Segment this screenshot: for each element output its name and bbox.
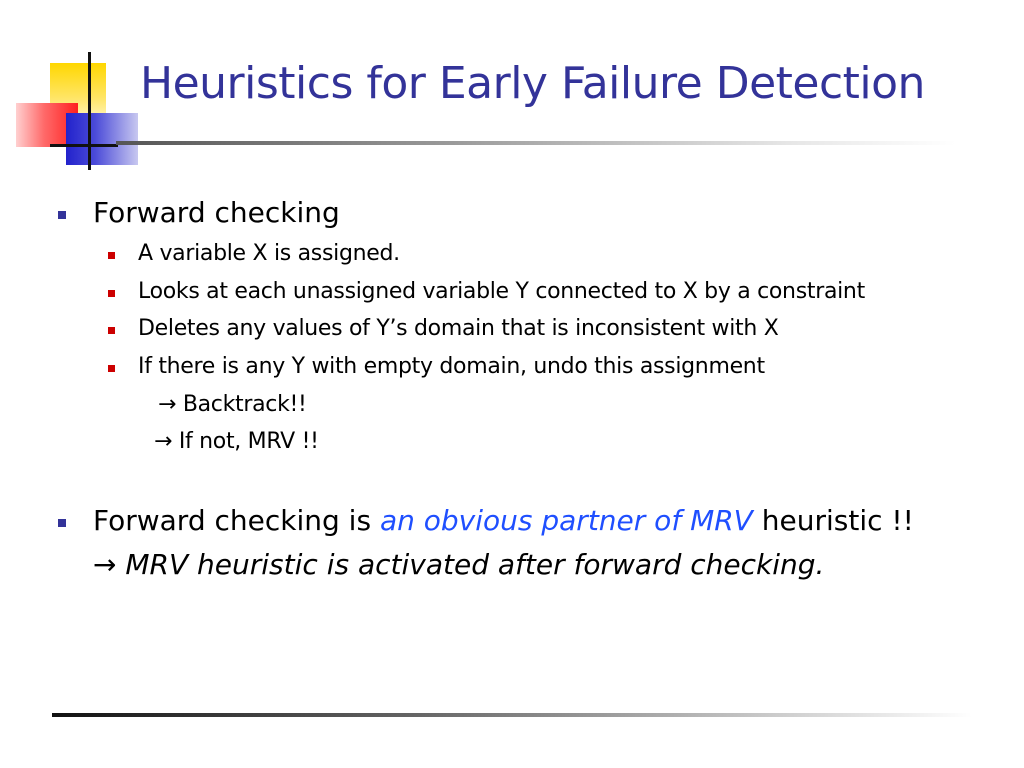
- bullet-text-line: [93, 504, 914, 537]
- sub-bullet-square: [108, 365, 115, 372]
- logo-horizontal-line: [50, 144, 118, 147]
- bullet-text-suffix: heuristic !!: [752, 504, 914, 537]
- logo-blue-square: [66, 113, 138, 165]
- bullet-square: [58, 519, 66, 527]
- sub-bullet-text: A variable X is assigned.: [138, 241, 400, 266]
- logo-vertical-line: [88, 52, 91, 170]
- sub-bullet-text: Looks at each unassigned variable Y connected to X by a constraint: [138, 279, 865, 304]
- sub-bullet-square: [108, 290, 115, 297]
- arrow-note: → Backtrack!!: [158, 392, 307, 417]
- arrow-note: → If not, MRV !!: [154, 429, 319, 454]
- followup-text: MRV heuristic is activated after forward checking.: [125, 548, 825, 581]
- bullet-square: [58, 211, 66, 219]
- bullet-followup-line: [93, 548, 824, 581]
- footer-divider: [52, 713, 972, 717]
- slide-logo: [0, 0, 150, 175]
- emphasis-text: an obvious partner of MRV: [379, 504, 753, 537]
- sub-bullet-text: If there is any Y with empty domain, undo this assignment: [138, 354, 765, 379]
- sub-bullet-square: [108, 252, 115, 259]
- slide-title: Heuristics for Early Failure Detection: [140, 58, 925, 109]
- sub-bullet-text: Deletes any values of Y’s domain that is inconsistent with X: [138, 316, 779, 341]
- bullet-text: Forward checking: [93, 196, 340, 229]
- arrow-glyph: →: [93, 548, 126, 581]
- title-divider: [116, 141, 956, 145]
- sub-bullet-square: [108, 327, 115, 334]
- bullet-text-prefix: Forward checking is: [93, 504, 380, 537]
